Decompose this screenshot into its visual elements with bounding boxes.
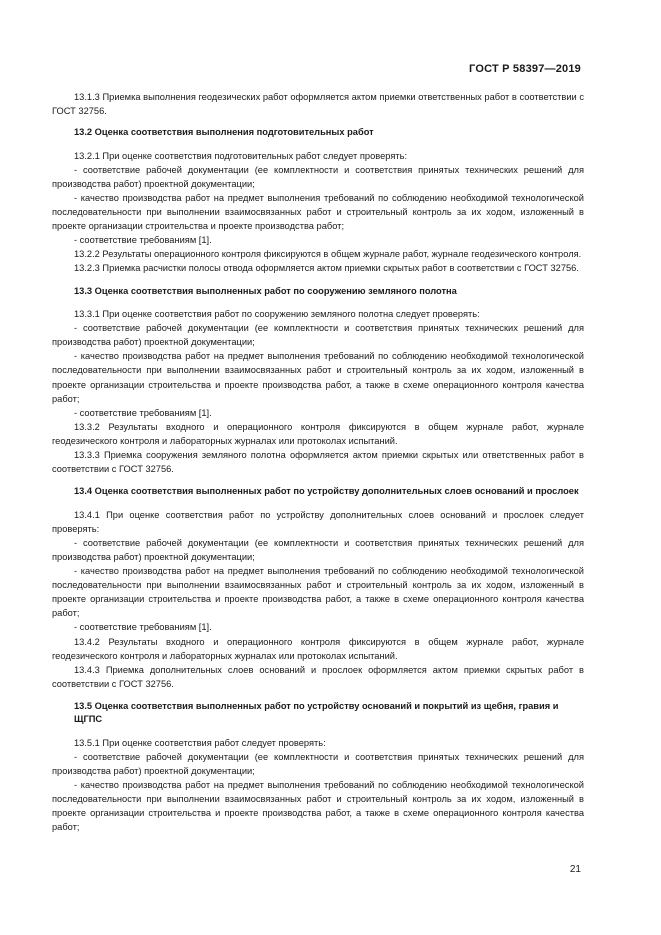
paragraph: - качество производства работ на предмет выполнения требований по соблюдению необходимой технологической последовательности при выполнении взаимосвязанных работ и строительный контроль за их ходом, изложенный в проекте организации строительства и проекте производства работ, а также в схеме операционного контроля качества работ; — [52, 780, 584, 833]
standard-code-header: ГОСТ Р 58397—2019 — [469, 63, 581, 75]
paragraph: 13.1.3 Приемка выполнения геодезических работ оформляется актом приемки ответственных работ в соответствии с ГОСТ 32756. — [52, 92, 584, 117]
document-body — [52, 90, 584, 835]
paragraph: - соответствие требованиям [1]. — [74, 235, 212, 246]
paragraph: 13.3.2 Результаты входного и операционного контроля фиксируются в общем журнале работ, журнале геодезического контроля и лабораторных журналах или протоколах испытаний. — [52, 421, 584, 446]
paragraph: 13.4.2 Результаты входного и операционного контроля фиксируются в общем журнале работ, журнале геодезического контроля и лабораторных журналах или протоколах испытаний. — [52, 636, 584, 661]
page-number: 21 — [569, 864, 581, 875]
section-heading: 13.4 Оценка соответствия выполненных работ по устройству дополнительных слоев оснований и прослоек — [74, 486, 579, 497]
paragraph: - соответствие рабочей документации (ее комплектности и соответствия принятых технических решений для производства работ) проектной документации; — [52, 751, 584, 777]
paragraph: - качество производства работ на предмет выполнения требований по соблюдению необходимой технологической последовательности при выполнении взаимосвязанных работ и строительный контроль за их ходом, изложенный в проекте организации строительства и проекте производства работ, а также в схеме операционного контроля качества работ; — [52, 351, 584, 404]
paragraph: 13.2.2 Результаты операционного контроля фиксируются в общем журнале работ, журнале геодезического контроля. — [74, 249, 582, 260]
paragraph: 13.2.3 Приемка расчистки полосы отвода оформляется актом приемки скрытых работ в соответствии с ГОСТ 32756. — [74, 263, 579, 274]
paragraph: - соответствие рабочей документации (ее комплектности и соответствия принятых технических решений для производства работ) проектной документации; — [52, 164, 584, 189]
section-heading: 13.5 Оценка соответствия выполненных работ по устройству оснований и покрытий из щебня, гравия и ЩГПС — [74, 700, 559, 725]
section-heading: 13.3 Оценка соответствия выполненных работ по сооружению земляного полотна — [74, 285, 457, 296]
paragraph: - соответствие требованиям [1]. — [74, 407, 212, 418]
paragraph: 13.3.3 Приемка сооружения земляного полотна оформляется актом приемки скрытых или ответственных работ в соответствии с ГОСТ 32756. — [52, 449, 584, 475]
paragraph: 13.5.1 При оценке соответствия работ следует проверять: — [74, 737, 326, 748]
paragraph: 13.3.1 При оценке соответствия работ по сооружению земляного полотна следует проверять: — [74, 309, 480, 320]
paragraph: 13.2.1 При оценке соответствия подготовительных работ следует проверять: — [74, 150, 408, 161]
paragraph: - соответствие рабочей документации (ее комплектности и соответствия принятых технических решений для производства работ) проектной документации; — [52, 537, 584, 562]
paragraph: - соответствие требованиям [1]. — [74, 622, 212, 633]
paragraph: - соответствие рабочей документации (ее комплектности и соответствия принятых технических решений для производства работ) проектной документации; — [52, 323, 584, 348]
paragraph: - качество производства работ на предмет выполнения требований по соблюдению необходимой технологической последовательности при выполнении взаимосвязанных работ и строительный контроль за их ходом, изложенный в проекте организации строительства и проекте производства работ, а также в схеме операционного контроля качества работ; — [52, 566, 584, 619]
paragraph: 13.4.3 Приемка дополнительных слоев оснований и прослоек оформляется актом приемки скрытых работ в соответствии с ГОСТ 32756. — [52, 664, 584, 689]
paragraph: - качество производства работ на предмет выполнения требований по соблюдению необходимой технологической последовательности при выполнении взаимосвязанных работ и строительный контроль за их ходом, изложенный в проекте организации строительства и проекте производства работ; — [52, 192, 584, 232]
paragraph: 13.4.1 При оценке соответствия работ по устройству дополнительных слоев оснований и прослоек следует проверять: — [52, 509, 584, 534]
section-heading: 13.2 Оценка соответствия выполнения подготовительных работ — [74, 127, 374, 138]
